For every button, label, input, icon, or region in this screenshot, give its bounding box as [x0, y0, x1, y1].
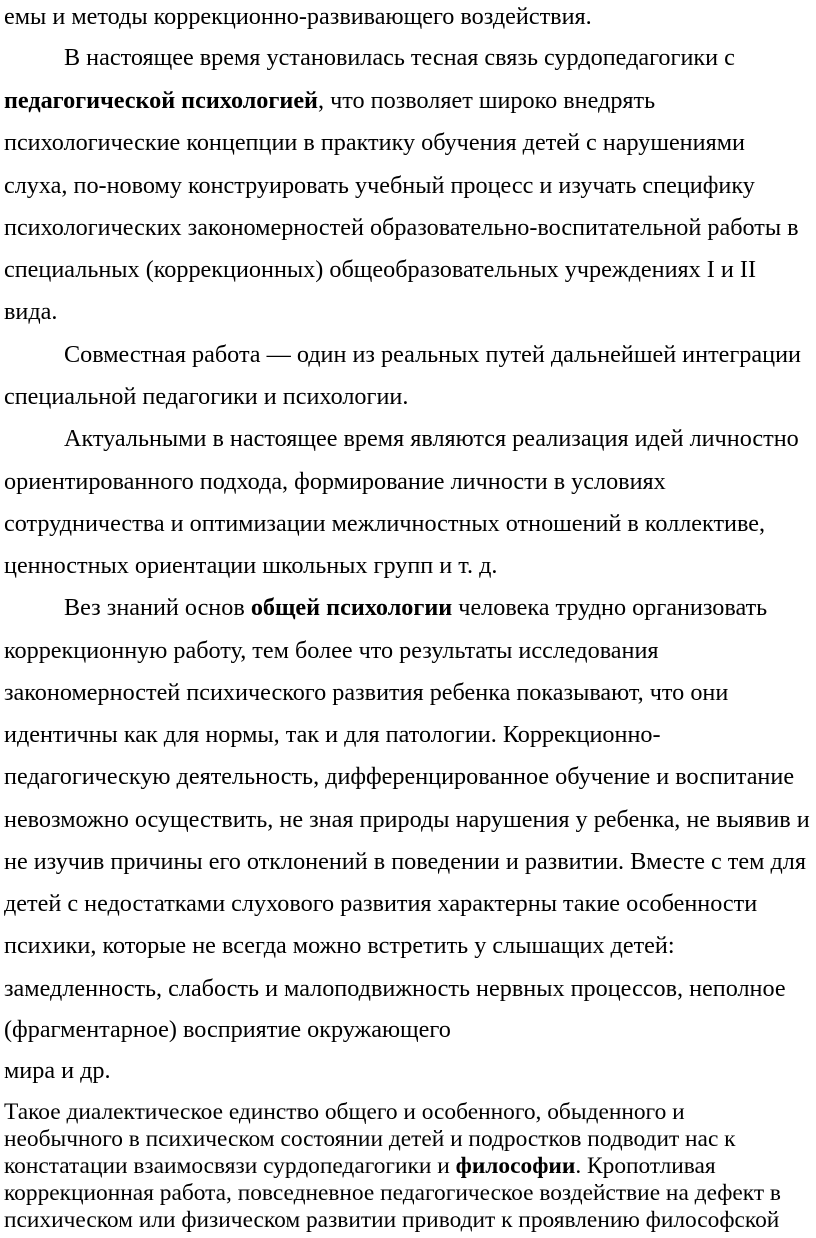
- text-line: педагогическую деятельность, дифференцированное обучение и воспитание: [4, 763, 795, 790]
- text-line: детей с недостатками слухового развития характерны такие особенности: [4, 890, 758, 917]
- text-line: (фрагментарное) восприятие окружающего: [4, 1016, 451, 1043]
- text-line: психологических закономерностей образовательно-воспитательной работы в: [4, 214, 799, 241]
- text-line: психики, которые не всегда можно встретить у слышащих детей:: [4, 932, 675, 959]
- text-line: закономерностей психического развития ребенка показывают, что они: [4, 679, 729, 706]
- bold-term: педагогической психологией: [4, 87, 318, 114]
- text-line: вида.: [4, 298, 58, 325]
- text-line: специальной педагогики и психологии.: [4, 383, 409, 410]
- text-line: мира и др.: [4, 1057, 111, 1084]
- text-line: психическом или физическом развитии приводит к проявлению философской: [4, 1207, 780, 1233]
- text-line: необычного в психическом состоянии детей и подростков подводит нас к: [4, 1126, 736, 1152]
- text-line: педагогической психологией, что позволяет широко внедрять: [4, 87, 656, 114]
- text-line: психологические концепции в практику обучения детей с нарушениями: [4, 129, 745, 156]
- text-line: невозможно осуществить, не зная природы нарушения у ребенка, не выявив и: [4, 806, 810, 833]
- text-line: коррекционную работу, тем более что результаты исследования: [4, 637, 659, 664]
- text-line: ориентированного подхода, формирование личности в условиях: [4, 468, 666, 495]
- text-line: замедленность, слабость и малоподвижность нервных процессов, неполное: [4, 975, 786, 1002]
- text-line: слуха, по-новому конструировать учебный процесс и изучать специфику: [4, 172, 755, 199]
- text-line: специальных (коррекционных) общеобразовательных учреждениях I и II: [4, 256, 756, 283]
- text-line: Актуальными в настоящее время являются реализация идей личностно: [64, 425, 799, 452]
- text-line: Такое диалектическое единство общего и особенного, обыденного и: [4, 1099, 685, 1125]
- text-line: Вез знаний основ общей психологии человека трудно организовать: [64, 594, 768, 621]
- text-line: сотрудничества и оптимизации межличностных отношений в коллективе,: [4, 510, 766, 537]
- text-line: не изучив причины его отклонений в поведении и развитии. Вместе с тем для: [4, 848, 806, 875]
- text-line: Совместная работа — один из реальных путей дальнейшей интеграции: [64, 341, 801, 368]
- text-line: констатации взаимосвязи сурдопедагогики и философии. Кропотливая: [4, 1153, 716, 1179]
- text-line: коррекционная работа, повседневное педагогическое воздействие на дефект в: [4, 1180, 781, 1206]
- bold-term: философии: [455, 1153, 576, 1179]
- text-line: В настоящее время установилась тесная связь сурдопедагогики с: [64, 44, 735, 71]
- bold-term: общей психологии: [250, 594, 453, 621]
- text-line: идентичны как для нормы, так и для патологии. Коррекционно-: [4, 721, 661, 748]
- text-line: ценностных ориентации школьных групп и т. д.: [4, 552, 498, 579]
- text-line: емы и методы коррекционно-развивающего воздействия.: [4, 3, 592, 30]
